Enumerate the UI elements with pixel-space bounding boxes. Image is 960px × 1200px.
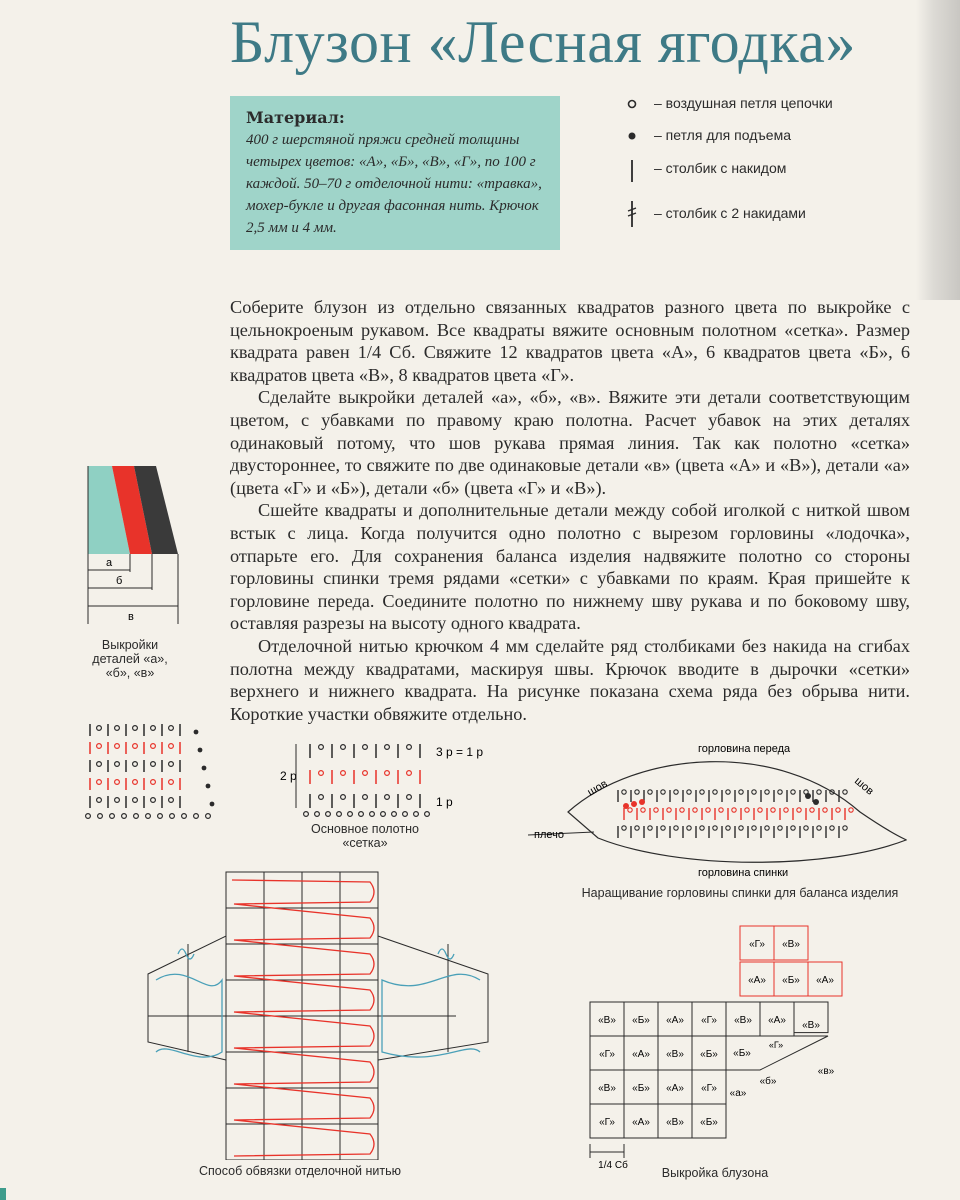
chain-loop — [804, 826, 808, 830]
pattern-square-label: «Б» — [700, 1049, 718, 1060]
chain-loop — [648, 790, 652, 794]
chain-loop — [319, 745, 324, 750]
chain-loop — [97, 798, 102, 803]
chain-loop — [97, 780, 102, 785]
base-chain-loop — [182, 814, 187, 819]
base-chain-loop — [348, 812, 353, 817]
base-chain-loop — [146, 814, 151, 819]
pattern-square-label: «А» — [666, 1083, 684, 1094]
chain-loop — [687, 826, 691, 830]
chain-loop — [115, 780, 120, 785]
grid-square — [226, 980, 264, 1016]
chain-loop — [674, 790, 678, 794]
chain-loop — [97, 744, 102, 749]
article-body — [230, 296, 910, 725]
base-chain-loop — [304, 812, 309, 817]
pattern-square-label: «Б» — [632, 1083, 650, 1094]
chain-loop — [823, 808, 827, 812]
seam-right-label: шов — [852, 775, 876, 798]
pattern-square-label: «Б» — [700, 1117, 718, 1128]
chain-loop — [843, 790, 847, 794]
chain-loop — [817, 826, 821, 830]
turn-dot — [631, 801, 637, 807]
neck-outline — [568, 762, 906, 863]
trim-caption: Способ обвязки отделочной нитью — [198, 1164, 401, 1178]
chain-loop — [687, 790, 691, 794]
pattern-square-label: «В» — [598, 1083, 616, 1094]
scale-label: 1/4 Сб — [598, 1160, 628, 1171]
chain-loop — [385, 771, 390, 776]
pattern-figure — [584, 920, 864, 1180]
pieces-figure — [80, 462, 190, 632]
neck-top-label: горловина переда — [698, 743, 791, 755]
legend-item — [620, 95, 833, 111]
turn-dot — [194, 730, 199, 735]
turn-dot — [813, 799, 819, 805]
small-b-label: «Б» — [733, 1048, 751, 1059]
chain-loop — [641, 808, 645, 812]
chain-loop — [622, 790, 626, 794]
sleeve-square-label: «Б» — [782, 975, 800, 986]
decrease-chart — [84, 722, 224, 822]
base-chain-loop — [206, 814, 211, 819]
mesh-label-2r: 2 р — [280, 769, 297, 783]
material-label: Материал: — [246, 108, 345, 127]
chain-loop — [778, 790, 782, 794]
pattern-square-label: «Б» — [632, 1015, 650, 1026]
chain-loop — [765, 826, 769, 830]
grid-square — [226, 908, 264, 944]
chain-loop — [385, 745, 390, 750]
blue-squiggle — [178, 949, 194, 959]
chain-loop — [791, 790, 795, 794]
chain-loop — [151, 798, 156, 803]
chain-loop — [778, 826, 782, 830]
chain-loop — [407, 795, 412, 800]
chain-loop — [674, 826, 678, 830]
chain-loop — [115, 762, 120, 767]
chain-loop — [407, 745, 412, 750]
chain-loop — [700, 790, 704, 794]
pattern-square-label: «А» — [666, 1015, 684, 1026]
grid-square — [226, 1088, 264, 1124]
mesh-label-rows: 3 р = 1 р — [436, 745, 484, 759]
label-a: а — [106, 557, 113, 569]
chain-loop — [622, 826, 626, 830]
legend-item — [620, 127, 791, 143]
chain-loop — [133, 798, 138, 803]
chain-loop — [341, 771, 346, 776]
mesh-figure — [276, 738, 496, 818]
right-sleeve — [378, 936, 488, 1060]
legend-item — [620, 205, 806, 221]
chain-loop — [169, 744, 174, 749]
pattern-square-label: «В» — [598, 1015, 616, 1026]
mesh-label-1r: 1 р — [436, 795, 453, 809]
chain-loop — [752, 826, 756, 830]
grid-square — [226, 1052, 264, 1088]
base-chain-loop — [359, 812, 364, 817]
legend-text: – воздушная петля цепочки — [654, 95, 833, 111]
turn-dot — [206, 784, 211, 789]
chain-loop — [661, 826, 665, 830]
chain-loop — [771, 808, 775, 812]
pieces-caption: Выкройки деталей «а», «б», «в» — [92, 638, 168, 680]
chain-loop — [693, 808, 697, 812]
chain-loop — [648, 826, 652, 830]
chain-loop — [654, 808, 658, 812]
chain-loop — [726, 790, 730, 794]
pattern-square-label: «А» — [632, 1049, 650, 1060]
chain-loop — [661, 790, 665, 794]
left-sleeve — [148, 936, 226, 1060]
page-corner-mark — [0, 1188, 6, 1200]
chain-loop — [732, 808, 736, 812]
chain-loop — [758, 808, 762, 812]
chain-loop — [752, 790, 756, 794]
label-v: в — [128, 611, 134, 623]
turn-dot — [202, 766, 207, 771]
chain-loop — [363, 771, 368, 776]
chain-loop — [151, 780, 156, 785]
base-chain-loop — [370, 812, 375, 817]
base-chain-loop — [110, 814, 115, 819]
sleeve-right-label: «В» — [802, 1020, 820, 1031]
base-chain-loop — [337, 812, 342, 817]
base-chain-loop — [414, 812, 419, 817]
base-chain-loop — [403, 812, 408, 817]
base-chain-loop — [158, 814, 163, 819]
chain-loop — [713, 826, 717, 830]
double-crochet-stitch-icon — [626, 199, 638, 229]
pattern-square-label: «А» — [768, 1015, 786, 1026]
chain-loop — [151, 744, 156, 749]
chain-loop — [169, 780, 174, 785]
chain-loop — [635, 826, 639, 830]
grid-square — [226, 1016, 264, 1052]
chain-loop — [133, 744, 138, 749]
pattern-square-label: «Г» — [701, 1083, 717, 1094]
base-chain-loop — [122, 814, 127, 819]
chain-loop — [385, 795, 390, 800]
base-chain-loop — [134, 814, 139, 819]
chain-loop — [115, 798, 120, 803]
legend-text: – столбик с 2 накидами — [654, 205, 806, 221]
page-edge-shadow — [916, 0, 960, 300]
turn-dot — [623, 803, 629, 809]
trim-figure — [108, 870, 528, 1160]
chain-loop — [151, 762, 156, 767]
grid-square — [226, 944, 264, 980]
chain-loop — [97, 762, 102, 767]
mesh-caption: Основное полотно «сетка» — [311, 822, 419, 850]
pattern-square-label: «Г» — [701, 1015, 717, 1026]
chain-loop — [830, 826, 834, 830]
base-chain-loop — [86, 814, 91, 819]
chain-loop — [169, 726, 174, 731]
chain-loop — [849, 808, 853, 812]
chain-loop — [843, 826, 847, 830]
chain-loop — [836, 808, 840, 812]
grid-square — [226, 1124, 264, 1160]
base-chain-loop — [381, 812, 386, 817]
paragraph: Сделайте выкройки деталей «а», «б», «в». Вяжите эти детали соответствующим цветом, с убавками по правому краю полотна. Расчет убавок на этих деталях одинаковый потому, что шов рукава прямая линия. Так как полотно «сетка» двустороннее, то свяжите по две одинаковые детали «в» (цвета «А» и «В»), детали «а» (цвета «Г» и «Б»), детали «б» (цвета «Г» и «В»). — [230, 387, 910, 498]
chain-loop — [791, 826, 795, 830]
base-chain-loop — [194, 814, 199, 819]
chain-loop — [797, 808, 801, 812]
base-chain-loop — [315, 812, 320, 817]
neck-caption: Наращивание горловины спинки для баланса изделия — [581, 886, 899, 900]
chain-loop — [784, 808, 788, 812]
base-chain-loop — [392, 812, 397, 817]
red-trim-line — [232, 880, 374, 1156]
grid-square — [226, 872, 264, 908]
open-circle-icon — [626, 97, 638, 111]
turn-dot — [639, 799, 645, 805]
base-chain-loop — [98, 814, 103, 819]
chain-loop — [700, 826, 704, 830]
chain-loop — [810, 808, 814, 812]
seam-left-label: шов — [585, 777, 610, 799]
chain-loop — [341, 795, 346, 800]
page-title: Блузон «Лесная ягодка» — [230, 9, 856, 75]
chain-loop — [133, 726, 138, 731]
chain-loop — [115, 744, 120, 749]
chain-loop — [115, 726, 120, 731]
label-b: б — [116, 575, 123, 587]
chain-loop — [719, 808, 723, 812]
single-crochet-stitch-icon — [626, 158, 638, 184]
chain-loop — [745, 808, 749, 812]
chain-loop — [319, 795, 324, 800]
turn-dot — [210, 802, 215, 807]
chain-loop — [363, 745, 368, 750]
chain-loop — [680, 808, 684, 812]
chain-loop — [133, 762, 138, 767]
pattern-square-label: «В» — [734, 1015, 752, 1026]
legend-text: – петля для подъема — [654, 127, 791, 143]
legend-text: – столбик с накидом — [654, 160, 787, 176]
chain-loop — [169, 798, 174, 803]
chain-loop — [341, 745, 346, 750]
sleeve-square-label: «А» — [748, 975, 766, 986]
filled-dot-icon — [626, 129, 638, 143]
chain-loop — [628, 808, 632, 812]
paragraph: Отделочной нитью крючком 4 мм сделайте ряд столбиками без накида на сгибах полотна между квадратами, маскируя швы. Крючок вводите в дырочки «сетки» верхнего и нижнего квадрата. На рисунке показана схема ряда без обрыва нити. Короткие участки обвяжите отдельно. — [230, 635, 910, 724]
neck-bottom-label: горловина спинки — [698, 867, 789, 879]
chain-loop — [319, 771, 324, 776]
piece-v-label: «в» — [817, 1066, 835, 1077]
chain-loop — [407, 771, 412, 776]
chain-loop — [726, 826, 730, 830]
piece-a-label: «а» — [729, 1088, 747, 1099]
chain-loop — [151, 726, 156, 731]
chain-loop — [765, 790, 769, 794]
chain-loop — [363, 795, 368, 800]
base-chain-loop — [326, 812, 331, 817]
chain-loop — [133, 780, 138, 785]
sleeve-square-label: «Г» — [749, 939, 765, 950]
chain-loop — [169, 762, 174, 767]
paragraph: Соберите блузон из отдельно связанных квадратов разного цвета по выкройке с цельнокроеным рукавом. Все квадраты вяжите основным полотном «сетка». Размер квадрата равен 1/4 Сб. Свяжите 12 квадратов цвета «А», 6 квадратов цвета «Б», 6 квадратов цвета «В», 8 квадратов цвета «Г». — [230, 297, 910, 385]
sleeve-square-label: «В» — [782, 939, 800, 950]
chain-loop — [667, 808, 671, 812]
turn-dot — [198, 748, 203, 753]
paragraph: Сшейте квадраты и дополнительные детали между собой иголкой с ниткой швом встык с лица. Когда получится одно полотно с вырезом горловины «лодочка», отпарьте его. Для сохранения баланса изделия надвяжите полотно со стороны горловины спинки тремя рядами «сетки» с убавками по краям. Края пришейте к горловине переда. Соедините полотно по нижнему шву рукава и по боковому шву, оставляя разрезы на высоту одного квадрата. — [230, 500, 910, 634]
chain-loop — [739, 826, 743, 830]
pattern-square-label: «А» — [632, 1117, 650, 1128]
chain-loop — [713, 790, 717, 794]
chain-loop — [97, 726, 102, 731]
pattern-square-label: «Г» — [599, 1049, 615, 1060]
neck-figure — [528, 740, 918, 880]
pattern-square-label: «В» — [666, 1117, 684, 1128]
turn-dot — [805, 793, 811, 799]
chain-loop — [817, 790, 821, 794]
material-box — [230, 96, 560, 250]
small-g-label: «Г» — [768, 1040, 784, 1050]
piece-b-label: «б» — [759, 1076, 777, 1087]
pattern-square-label: «В» — [666, 1049, 684, 1060]
chain-loop — [635, 790, 639, 794]
pattern-caption: Выкройка блузона — [661, 1166, 769, 1180]
sleeve-square-label: «А» — [816, 975, 834, 986]
chain-loop — [739, 790, 743, 794]
material-text: 400 г шерстяной пряжи средней толщины четырех цветов: «А», «Б», «В», «Г», по 100 г каждой. 50–70 г отделочной нити: «травка», мохер-букле и другая фасонная нить. Крючок 2,5 мм и 4 мм. — [246, 132, 542, 236]
legend-item — [620, 160, 786, 176]
chain-loop — [706, 808, 710, 812]
base-chain-loop — [170, 814, 175, 819]
shoulder-label: плечо — [534, 829, 564, 841]
pattern-square-label: «Г» — [599, 1117, 615, 1128]
base-chain-loop — [425, 812, 430, 817]
